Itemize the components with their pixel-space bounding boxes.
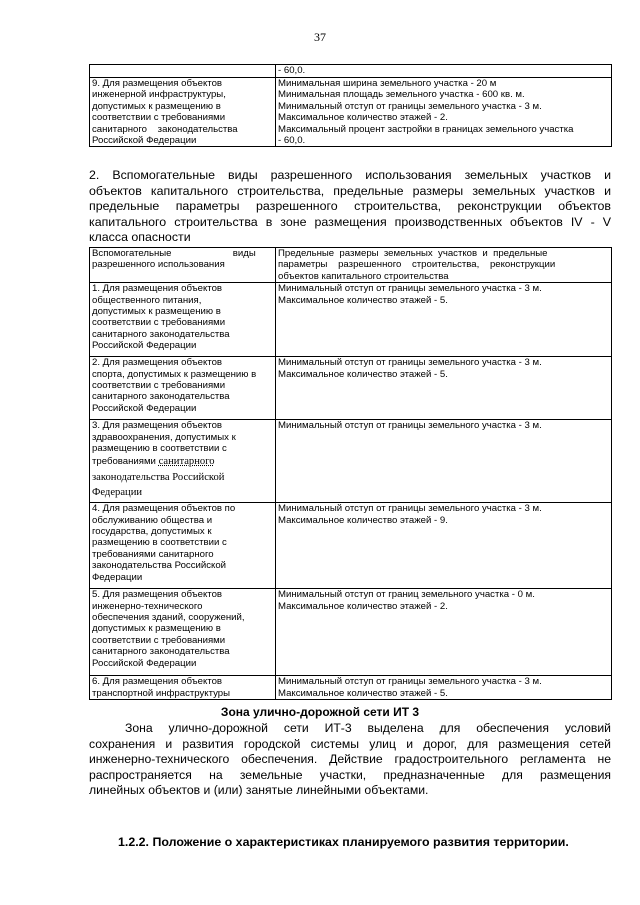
cell-text: санитарного законодательства (92, 646, 230, 658)
cell-text: транспортной инфраструктуры (92, 687, 231, 699)
table-row (90, 283, 612, 357)
table-auxiliary-uses (89, 247, 612, 700)
table-cell-right (276, 357, 612, 420)
cell-text: Максимальное количество этажей - 5. (278, 294, 448, 306)
cell-text: Максимальное количество этажей - 2. (278, 112, 448, 124)
cell-text: допустимых к размещению в (92, 623, 221, 635)
cell-text: Минимальный отступ от границы земельного участка - 3 м. (278, 283, 542, 295)
section-line: класса опасности (89, 230, 191, 245)
cell-text: обслуживанию общества и (92, 514, 213, 526)
table-row (90, 357, 612, 420)
subsection-heading: 1.2.2. Положение о характеристиках планируемого развития территории. (118, 835, 569, 849)
cell-text: 5. Для размещения объектов (92, 589, 223, 601)
cell-text: 9. Для размещения объектов (92, 78, 223, 89)
cell-text: санитарного законодательства (92, 328, 230, 340)
cell-text-prefix: требованиями (92, 456, 159, 468)
cell-text: Федерации (92, 571, 143, 583)
cell-text: инженерно-технического (92, 600, 203, 612)
cell-text: Минимальная ширина земельного участка - 20 м (278, 78, 497, 89)
cell-text: соответствии с требованиями (92, 634, 226, 646)
table-cell-right (276, 420, 612, 503)
header-text: Предельные размеры земельных участков и предельные (278, 248, 548, 259)
header-text: разрешенного использования (92, 259, 225, 271)
cell-text: - 60,0. (278, 135, 306, 147)
cell-text: допустимых к размещению в (92, 306, 221, 318)
cell-text: инженерной инфраструктуры, (92, 89, 226, 101)
table-cell-left (90, 589, 276, 676)
cell-text: обеспечения зданий, сооружений, (92, 612, 245, 624)
table-row (90, 420, 612, 503)
cell-text: - 60,0. (278, 65, 306, 76)
cell-text: Максимальное количество этажей - 2. (278, 600, 448, 612)
cell-text: Максимальное количество этажей - 5. (278, 368, 448, 380)
cell-text (92, 454, 273, 470)
table-cell-left (90, 420, 276, 503)
table-cell-left (90, 503, 276, 589)
paragraph-line: Зона улично-дорожной сети ИТ-3 выделена для обеспечения условий (125, 721, 611, 735)
table-cell-left (90, 676, 276, 700)
table-cell-right (276, 78, 612, 147)
cell-text: требованиями санитарного (92, 548, 214, 560)
table-cell-left (90, 357, 276, 420)
page-number: 37 (314, 30, 326, 44)
cell-text: Минимальный отступ от границы земельного участка - 3 м. (278, 357, 542, 369)
cell-text: Максимальное количество этажей - 5. (278, 687, 448, 699)
cell-text: Минимальный отступ от границы земельного участка - 3 м. (278, 420, 542, 432)
table-header-row (90, 248, 612, 283)
section-line: 2. Вспомогательные виды разрешенного использования земельных участков и (89, 168, 611, 182)
cell-text: законодательства Российской (92, 560, 227, 572)
table-cell-left (90, 283, 276, 357)
section-2-heading (89, 168, 611, 246)
table-cell-right (276, 676, 612, 700)
table-cell-right (276, 283, 612, 357)
table-row (90, 676, 612, 700)
header-text: параметры разрешенного строительства, реконструкции (278, 259, 556, 271)
table-cell-right (276, 589, 612, 676)
table-header-left (90, 248, 276, 283)
table-main-uses-continued (89, 64, 612, 147)
cell-text: 3. Для размещения объектов (92, 420, 223, 432)
cell-text: допустимых к размещению в (92, 100, 221, 112)
cell-text: санитарного законодательства (92, 123, 238, 135)
section-line: предельные параметры разрешенного строительства, реконструкции объектов (89, 199, 611, 214)
zone-paragraph (89, 721, 611, 799)
cell-text: Российской Федерации (92, 402, 197, 414)
cell-text: спорта, допустимых к размещению в (92, 368, 257, 380)
cell-text: Российской Федерации (92, 340, 197, 352)
cell-text: соответствии с требованиями (92, 112, 226, 124)
cell-text: 6. Для размещения объектов (92, 676, 223, 688)
cell-text: Федерации (92, 487, 143, 499)
table-cell-left (90, 65, 276, 78)
header-text: объектов капитального строительства (278, 270, 449, 282)
table-header-right (276, 248, 612, 283)
table-row (90, 503, 612, 589)
cell-text: 2. Для размещения объектов (92, 357, 223, 369)
cell-text: размещению в соответствии с (92, 537, 227, 549)
cell-text: здравоохранения, допустимых к (92, 431, 236, 443)
cell-text: Максимальный процент застройки в границах земельного участка (278, 123, 574, 135)
table-cell-left (90, 78, 276, 147)
table-row (90, 589, 612, 676)
cell-text-underlined: санитарного (158, 456, 215, 468)
cell-text: государства, допустимых к (92, 526, 212, 538)
cell-text: 4. Для размещения объектов по (92, 503, 236, 515)
cell-text: санитарного законодательства (92, 391, 230, 403)
cell-text: Минимальный отступ от границ земельного участка - 0 м. (278, 589, 535, 601)
cell-text: Минимальный отступ от границы земельного участка - 3 м. (278, 676, 542, 688)
table-row (90, 65, 612, 78)
section-line: объектов капитального строительства, предельные размеры земельных участков и (89, 183, 611, 198)
paragraph-line: линейных объектов и (или) занятые линейными объектами. (89, 783, 429, 798)
cell-text: Минимальный отступ от границы земельного участка - 3 м. (278, 503, 542, 515)
header-text: Вспомогательные виды (92, 248, 256, 259)
cell-text: соответствии с требованиями (92, 380, 226, 392)
section-line: капитального строительства в зоне размещения производственных объектов IV - V (89, 214, 611, 229)
table-cell-right (276, 65, 612, 78)
cell-text: Минимальная площадь земельного участка - 600 кв. м. (278, 89, 525, 101)
zone-title: Зона улично-дорожной сети ИТ 3 (220, 705, 420, 719)
cell-text: Минимальный отступ от границы земельного участка - 3 м. (278, 100, 542, 112)
paragraph-line: распространяется на земельные участки, предназначенные для размещения (89, 767, 611, 782)
paragraph-line: сохранения и развития городской системы улиц и дорог, для размещения сетей (89, 736, 611, 751)
table-row (90, 78, 612, 147)
cell-text: 1. Для размещения объектов (92, 283, 223, 295)
cell-text: размещению в соответствии с (92, 443, 227, 455)
paragraph-line: инженерно-технического обеспечения. Действие градостроительного регламента не (89, 752, 611, 767)
cell-text: Российской Федерации (92, 135, 197, 147)
cell-text: Российской Федерации (92, 657, 197, 669)
cell-text: законодательства Российской (92, 472, 225, 484)
cell-text: общественного питания, (92, 294, 202, 306)
cell-text: соответствии с требованиями (92, 317, 226, 329)
cell-text: Максимальное количество этажей - 9. (278, 514, 448, 526)
table-cell-right (276, 503, 612, 589)
